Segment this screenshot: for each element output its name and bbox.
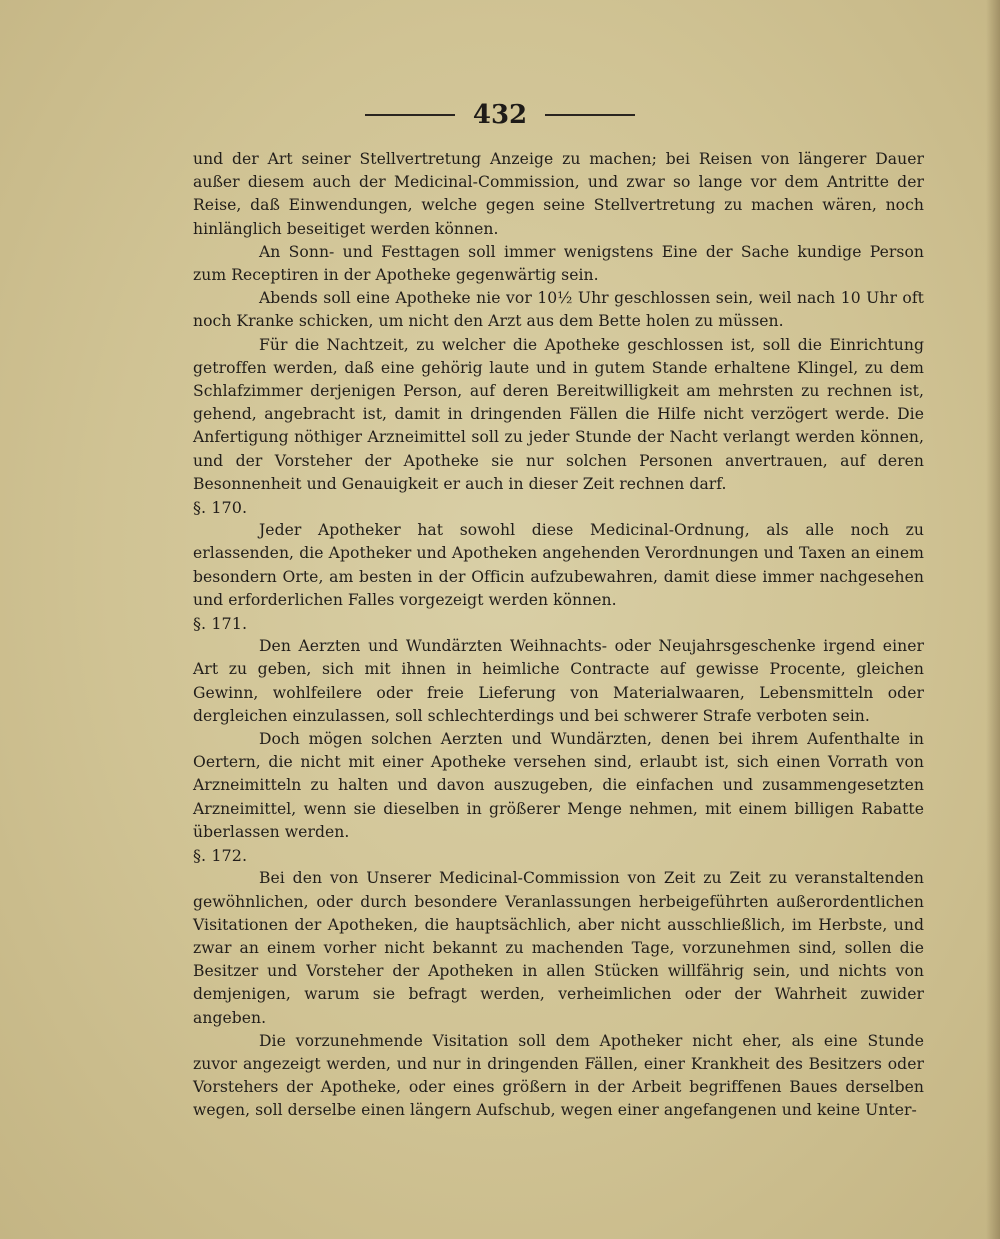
paragraph: Abends soll eine Apotheke nie vor 10½ Uhr geschlossen sein, weil nach 10 Uhr oft noch Kranke schicken, um nicht den Arzt aus dem Bette holen zu müssen. xyxy=(193,289,924,331)
section-heading: §. 172. xyxy=(193,846,248,866)
header-rule-left xyxy=(365,114,455,116)
header-rule-right xyxy=(545,114,635,116)
paragraph: Doch mögen solchen Aerzten und Wundärzten, denen bei ihrem Aufenthalte in Oertern, die nicht mit einer Apotheke versehen sind, erlaubt ist, sich einen Vorrath von Arzneimitteln zu halten und davon auszugeben, die einfachen und zusammengesetzten Arzneimittel, wenn sie dieselben in größerer Menge nehmen, mit einem billigen Rabatte überlassen werden. xyxy=(193,730,924,841)
body-text xyxy=(193,148,924,1123)
paragraph: Für die Nachtzeit, zu welcher die Apotheke geschlossen ist, soll die Einrichtung getroffen werden, daß eine gehörig laute und in gutem Stande erhaltene Klingel, zu dem Schlafzimmer derjenigen Person, auf deren Bereitwilligkeit am mehrsten zu rechnen ist, gehend, angebracht ist, damit in dringenden Fällen die Hilfe nicht verzögert werde. Die Anfertigung nöthiger Arzneimittel soll zu jeder Stunde der Nacht verlangt werden können, und der Vorsteher der Apotheke sie nur solchen Personen anvertrauen, auf deren Besonnenheit und Genauigkeit er auch in dieser Zeit rechnen darf. xyxy=(193,335,924,493)
paragraph: An Sonn- und Festtagen soll immer wenigstens Eine der Sache kundige Person zum Receptiren in der Apotheke gegenwärtig sein. xyxy=(193,242,924,285)
paragraph: Bei den von Unserer Medicinal-Commission von Zeit zu Zeit zu veranstaltenden gewöhnlichen, oder durch besondere Veranlassungen herbeigeführten außerordentlichen Visitationen der Apotheken, die hauptsächlich, aber nicht ausschließlich, im Herbste, und zwar an einem vorher nicht bekannt zu machenden Tage, vorzunehmen sind, sollen die Besitzer und Vorsteher der Apotheken in allen Stücken willfährig sein, und nichts von demjenigen, warum sie befragt werden, verheimlichen oder der Wahrheit zuwider angeben. xyxy=(193,869,924,1027)
paragraph: und der Art seiner Stellvertretung Anzeige zu machen; bei Reisen von längerer Dauer außer diesem auch der Medicinal-Commission, und zwar so lange vor dem Antritte der Reise, daß Einwendungen, welche gegen seine Stellvertretung zu machen wären, noch hinlänglich beseitiget werden können. xyxy=(193,150,924,238)
paragraph: Jeder Apotheker hat sowohl diese Medicinal-Ordnung, als alle noch zu erlassenden, die Apotheker und Apotheken angehenden Verordnungen und Taxen an einem besondern Orte, am besten in der Officin aufzubewahren, damit diese immer nachgesehen und erforderlichen Falles vorgezeigt werden können. xyxy=(193,521,924,609)
section-heading: §. 171. xyxy=(193,614,248,634)
page-header xyxy=(0,100,1000,134)
section-heading: §. 170. xyxy=(193,498,248,518)
paragraph: Die vorzunehmende Visitation soll dem Apotheker nicht eher, als eine Stunde zuvor angezeigt werden, und nur in dringenden Fällen, einer Krankheit des Besitzers oder Vorstehers der Apotheke, oder eines größern in der Arbeit begriffenen Baues derselben wegen, soll derselbe einen längern Aufschub, wegen einer angefangenen und keine Unter- xyxy=(193,1031,924,1120)
page-number: 432 xyxy=(472,100,528,130)
paragraph: Den Aerzten und Wundärzten Weihnachts- oder Neujahrsgeschenke irgend einer Art zu geben, sich mit ihnen in heimliche Contracte auf gewisse Procente, gleichen Gewinn, wohlfeilere oder freie Lieferung von Materialwaaren, Lebensmitteln oder dergleichen einzulassen, soll schlechterdings und bei schwerer Strafe verboten sein. xyxy=(193,637,924,725)
